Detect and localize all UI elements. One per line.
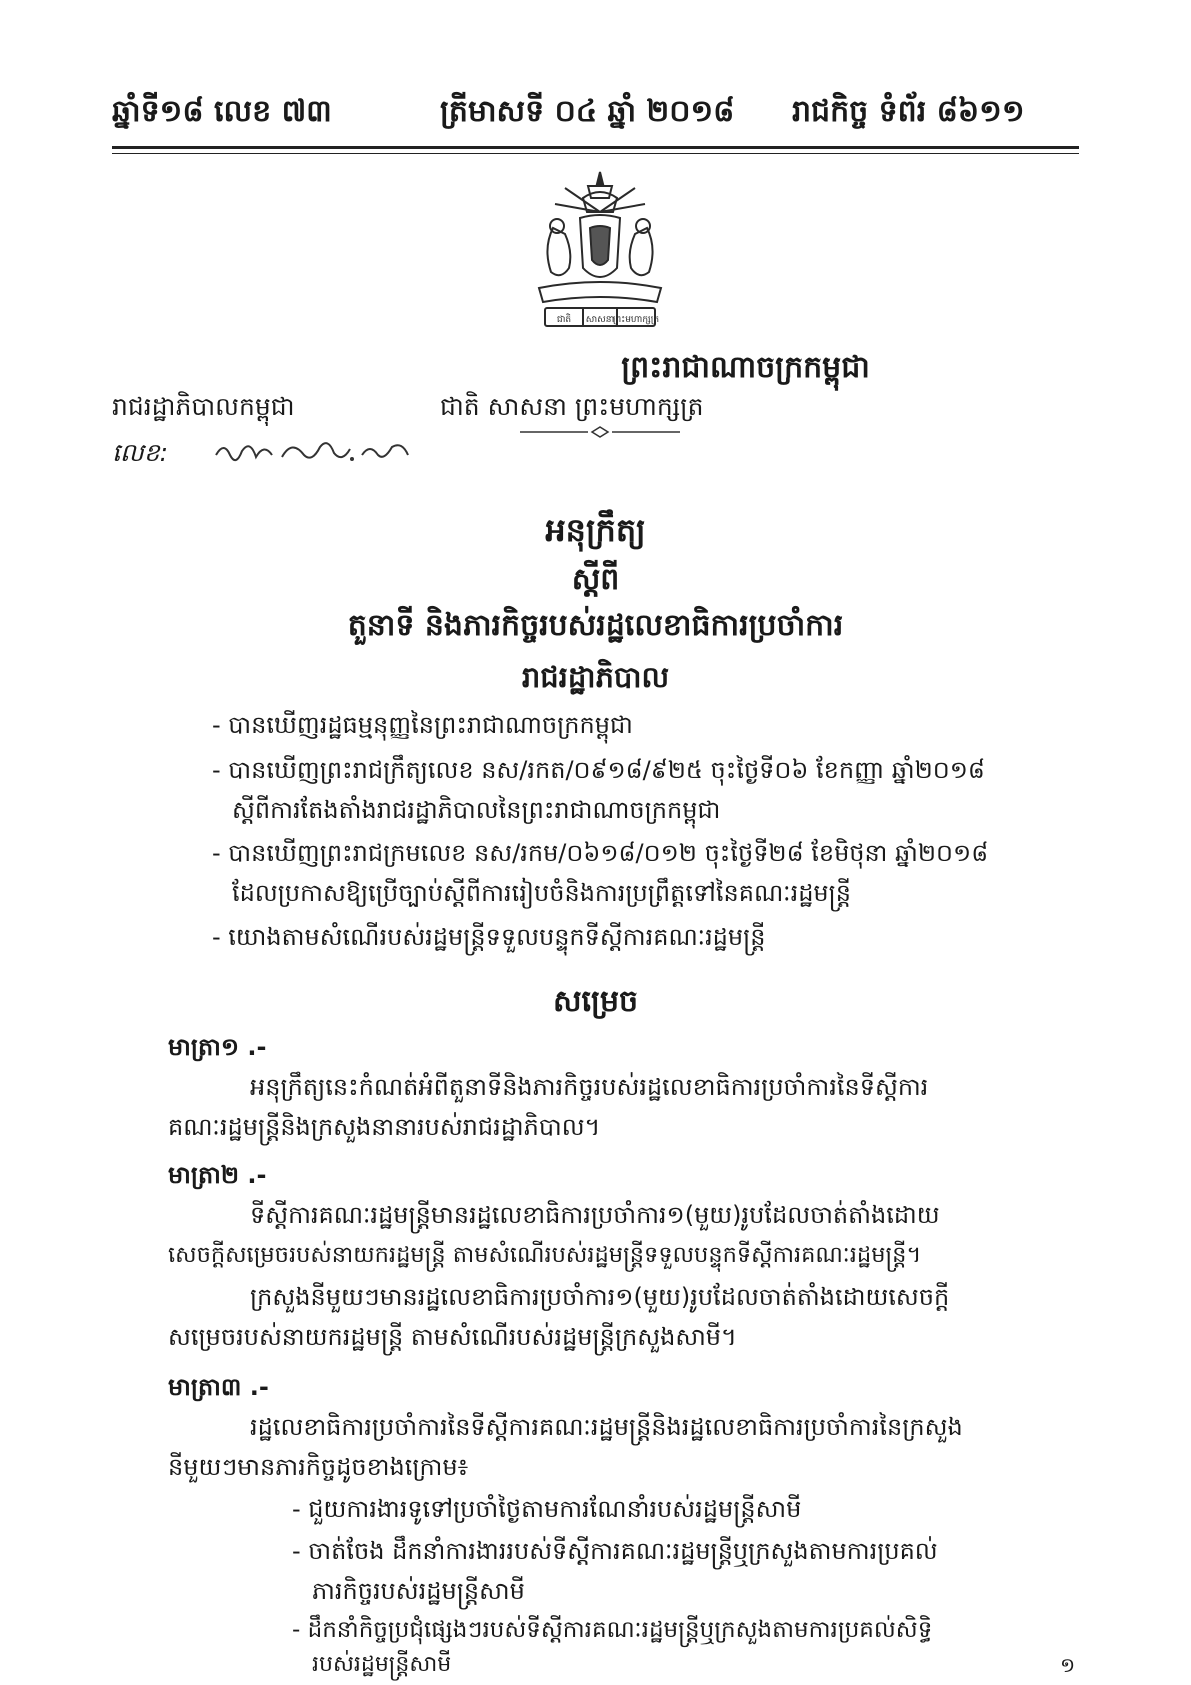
article-3-duty-2: - ចាត់ចែង ដឹកនាំការងាររបស់ទីស្តីការគណៈរដ្ឋមន្ត្រីឬក្រសួងតាមការប្រគល់: [292, 1537, 938, 1565]
issuing-authority: រាជរដ្ឋាភិបាល: [521, 660, 670, 694]
decree-subject: តួនាទី និងភារកិច្ចរបស់រដ្ឋលេខាធិការប្រចាំការ: [347, 608, 844, 643]
motto-ornament: [520, 424, 680, 438]
preamble-line-1: - បានឃើញរដ្ឋធម្មនុញ្ញនៃព្រះរាជាណាចក្រកម្ពុជា: [212, 711, 633, 739]
article-2-line-2: សេចក្តីសម្រេចរបស់នាយករដ្ឋមន្ត្រី តាមសំណើរបស់រដ្ឋមន្ត្រីទទួលបន្ទុកទីស្តីការគណៈរដ្ឋមន្ត្រី។: [168, 1242, 922, 1268]
ornament-divider-icon: [520, 425, 680, 439]
royal-seal: [525, 168, 675, 336]
header-rule-thick: [112, 146, 1079, 149]
decree-subject-prefix: ស្តីពី: [571, 562, 620, 597]
national-motto: ជាតិ សាសនា ព្រះមហាក្សត្រ: [440, 392, 704, 421]
article-3-duty-3-cont: របស់រដ្ឋមន្ត្រីសាមី: [312, 1652, 452, 1677]
article-1-heading: មាត្រា១ .-: [168, 1033, 267, 1061]
article-2-line-1: ទីស្តីការគណៈរដ្ឋមន្ត្រីមានរដ្ឋលេខាធិការប្រចាំការ១(មួយ)រូបដែលចាត់តាំងដោយ: [250, 1201, 940, 1229]
article-3-heading: មាត្រា៣ .-: [168, 1373, 269, 1401]
article-3-line-2: នីមួយៗមានភារកិច្ចដូចខាងក្រោម៖: [168, 1453, 469, 1481]
page-number: ១: [1060, 1653, 1076, 1677]
preamble-line-5: ដែលប្រកាសឱ្យប្រើច្បាប់ស្តីពីការរៀបចំនិងការប្រព្រឹត្តទៅនៃគណៈរដ្ឋមន្ត្រី: [232, 879, 852, 907]
preamble-line-4: - បានឃើញព្រះរាជក្រមលេខ នស/រកម/០៦១៨/០១២ ចុះថ្ងៃទី២៨ ខែមិថុនា ឆ្នាំ២០១៨: [212, 839, 989, 867]
seal-label-nation: ជាតិ: [556, 315, 572, 325]
article-1-line-1: អនុក្រឹត្យនេះកំណត់អំពីតួនាទីនិងភារកិច្ចរបស់រដ្ឋលេខាធិការប្រចាំការនៃទីស្តីការ: [250, 1073, 929, 1101]
seal-label-religion: សាសនា: [585, 315, 615, 325]
gazette-year-issue: ឆ្នាំទី១៨ លេខ ៧៣: [112, 94, 332, 129]
decision-heading: សម្រេច: [552, 984, 639, 1019]
handwriting-icon: [212, 433, 432, 467]
article-2-heading: មាត្រា២ .-: [168, 1161, 267, 1189]
article-2-line-3: ក្រសួងនីមួយៗមានរដ្ឋលេខាធិការប្រចាំការ១(មួយ)រូបដែលចាត់តាំងដោយសេចក្តី: [250, 1283, 950, 1311]
preamble-line-2: - បានឃើញព្រះរាជក្រឹត្យលេខ នស/រកត/០៩១៨/៩២៥ ចុះថ្ងៃទី០៦ ខែកញ្ញា ឆ្នាំ២០១៨: [212, 756, 985, 784]
issuer-name: រាជរដ្ឋាភិបាលកម្ពុជា: [112, 392, 295, 421]
decree-title: អនុក្រឹត្យ: [545, 511, 646, 549]
seal-label-king: ព្រះមហាក្សត្រ: [612, 315, 660, 325]
article-3-duty-2-cont: ភារកិច្ចរបស់រដ្ឋមន្ត្រីសាមី: [312, 1577, 525, 1605]
preamble-line-6: - យោងតាមសំណើរបស់រដ្ឋមន្ត្រីទទួលបន្ទុកទីស្តីការគណៈរដ្ឋមន្ត្រី: [212, 923, 766, 951]
article-3-duty-3: - ដឹកនាំកិច្ចប្រជុំផ្សេងៗរបស់ទីស្តីការគណៈរដ្ឋមន្ត្រីឬក្រសួងតាមការប្រគល់សិទ្ធិ: [292, 1617, 933, 1643]
article-2-line-4: សម្រេចរបស់នាយករដ្ឋមន្ត្រី តាមសំណើរបស់រដ្ឋមន្ត្រីក្រសួងសាមី។: [168, 1323, 737, 1351]
preamble-line-3: ស្តីពីការតែងតាំងរាជរដ្ឋាភិបាលនៃព្រះរាជាណាចក្រកម្ពុជា: [232, 796, 721, 824]
reference-label: លេខ:: [112, 438, 169, 467]
reference-number-handwritten: [212, 433, 432, 467]
royal-coat-of-arms-icon: [525, 168, 675, 336]
kingdom-title: ព្រះរាជាណាចក្រកម្ពុជា: [621, 350, 870, 385]
article-3-duty-1: - ជួយការងារទូទៅប្រចាំថ្ងៃតាមការណែនាំរបស់រដ្ឋមន្ត្រីសាមី: [292, 1495, 802, 1523]
gazette-quarter: ត្រីមាសទី ០៤ ឆ្នាំ ២០១៨: [440, 94, 735, 129]
article-3-line-1: រដ្ឋលេខាធិការប្រចាំការនៃទីស្តីការគណៈរដ្ឋមន្ត្រីនិងរដ្ឋលេខាធិការប្រចាំការនៃក្រសួង: [250, 1413, 963, 1441]
header-rule-thin: [112, 153, 1079, 154]
article-1-line-2: គណៈរដ្ឋមន្ត្រីនិងក្រសួងនានារបស់រាជរដ្ឋាភិបាល។: [168, 1113, 601, 1141]
gazette-page-ref: រាជកិច្ច ទំព័រ ៨៦១១: [792, 94, 1025, 129]
